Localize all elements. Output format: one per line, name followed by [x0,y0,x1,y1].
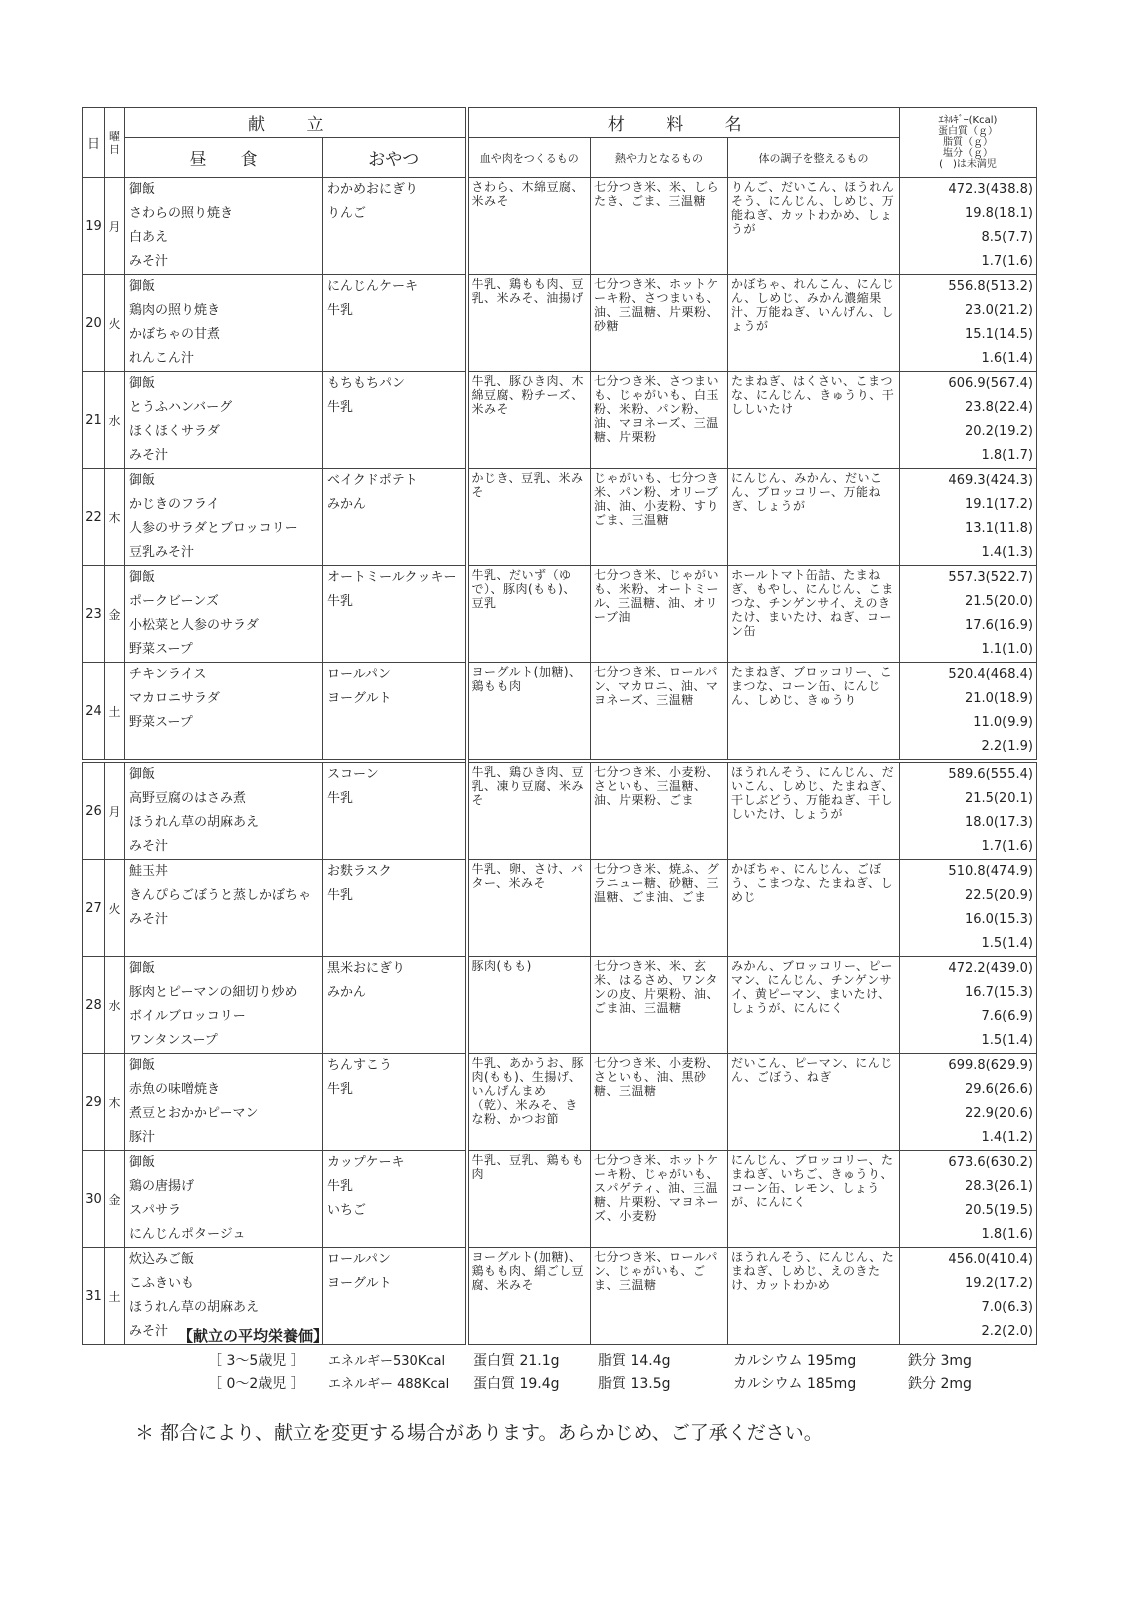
lunch-item: 御飯 [129,182,156,197]
snack-item: ちんすこう [327,1058,393,1073]
lunch-item: 御飯 [129,1155,156,1170]
lunch-item: 鶏の唐揚げ [129,1179,195,1194]
red-ingredients-cell [467,761,591,860]
nutrition-value: 8.5(7.7) [981,230,1033,245]
red-ingredients-cell [467,372,591,469]
nutrition-cell [900,469,1037,566]
yellow-ingredients-cell [591,1054,728,1151]
snack-item: みかん [327,985,367,1000]
lunch-cell [125,761,323,860]
snack-item: いちご [327,1203,367,1218]
lunch-item: 鶏肉の照り焼き [129,303,221,318]
lunch-item: チキンライス [129,667,207,682]
average-fat: 脂質 13.5g [598,1376,671,1392]
lunch-item: みそ汁 [129,1324,169,1339]
snack-item: 牛乳 [327,791,354,806]
red-ingredients: ヨーグルト(加糖)、鶏もも肉、絹ごし豆腐、米みそ [471,1250,585,1292]
weekday-cell: 土 [105,1248,125,1345]
lunch-item: ほうれん草の胡麻あえ [129,815,260,830]
nutrition-value: 13.1(11.8) [964,521,1033,536]
lunch-item: 赤魚の味噌焼き [129,1082,221,1097]
lunch-item: マカロニサラダ [129,691,220,706]
header-fat: 脂質（ｇ） [943,137,993,148]
menu-row [83,1151,1037,1248]
nutrition-value: 18.0(17.3) [964,815,1033,830]
nutrition-value: 21.0(18.9) [964,691,1033,706]
lunch-cell [125,957,323,1054]
red-ingredients-cell [467,663,591,762]
menu-row [83,663,1037,762]
green-ingredients: かぼちゃ、にんじん、ごぼう、こまつな、たまねぎ、しめじ [731,862,894,904]
yellow-ingredients-cell [591,566,728,663]
weekday-cell: 土 [105,663,125,762]
day-cell: 21 [83,372,105,469]
weekday-cell: 火 [105,275,125,372]
menu-row [83,469,1037,566]
lunch-cell [125,663,323,762]
lunch-item: かぼちゃの甘煮 [129,327,221,342]
nutrition-value: 7.6(6.9) [981,1009,1033,1024]
green-ingredients: みかん、ブロッコリー、ピーマン、にんじん、チンゲンサイ、黄ピーマン、まいたけ、しょうが、にんにく [731,959,894,1015]
snack-cell [323,469,467,566]
snack-cell [323,178,467,275]
day-cell: 28 [83,957,105,1054]
lunch-cell [125,1151,323,1248]
nutrition-value: 19.8(18.1) [964,206,1033,221]
lunch-item: 野菜スープ [129,642,193,657]
day-cell: 20 [83,275,105,372]
red-ingredients-cell [467,566,591,663]
lunch-item: ワンタンスープ [129,1033,218,1048]
nutrition-value: 22.9(20.6) [964,1106,1033,1121]
header-ingredients: 材 料 名 [467,108,900,138]
green-ingredients-cell [728,178,900,275]
average-age: ［ 3～5歳児 ］ [208,1353,305,1369]
nutrition-cell [900,372,1037,469]
red-ingredients-cell [467,860,591,957]
green-ingredients: だいこん、ピーマン、にんじん、ごぼう、ねぎ [731,1056,893,1084]
lunch-item: とうふハンバーグ [129,400,233,415]
yellow-ingredients: 七分つき米、ロールパン、じゃがいも、ごま、三温糖 [594,1250,718,1292]
lunch-cell [125,860,323,957]
weekday-cell: 木 [105,1054,125,1151]
red-ingredients: 牛乳、鶏もも肉、豆乳、米みそ、油揚げ [471,277,585,305]
nutrition-value: 23.8(22.4) [964,400,1033,415]
nutrition-value: 1.5(1.4) [981,936,1033,951]
nutrition-value: 589.6(555.4) [948,767,1033,782]
lunch-item: 豚肉とピーマンの細切り炒め [129,985,298,1000]
header-yellow: 熱や力となるもの [591,138,728,178]
nutrition-cell [900,178,1037,275]
nutrition-value: 520.4(468.4) [948,667,1033,682]
average-protein: 蛋白質 19.4g [473,1376,560,1392]
nutrition-cell [900,663,1037,762]
average-iron: 鉄分 3mg [908,1353,972,1369]
average-fat: 脂質 14.4g [598,1353,671,1369]
lunch-item: みそ汁 [129,254,169,269]
header-nutrition [900,108,1037,178]
red-ingredients: 牛乳、あかうお、豚肉(もも)、生揚げ、いんげんまめ（乾）、米みそ、きな粉、かつお節 [471,1056,585,1126]
lunch-item: 炊込みご飯 [129,1252,195,1267]
nutrition-cell [900,275,1037,372]
lunch-item: 小松菜と人参のサラダ [129,618,259,633]
snack-cell [323,957,467,1054]
weekday-cell: 金 [105,566,125,663]
day-cell: 22 [83,469,105,566]
yellow-ingredients-cell [591,1248,728,1345]
yellow-ingredients: 七分つき米、ロールパン、マカロニ、油、マヨネーズ、三温糖 [594,665,719,707]
nutrition-value: 510.8(474.9) [948,864,1033,879]
lunch-item: れんこん汁 [129,351,195,366]
green-ingredients: かぼちゃ、れんこん、にんじん、しめじ、みかん濃縮果汁、万能ねぎ、いんげん、しょうが [731,277,895,333]
day-cell: 19 [83,178,105,275]
snack-item: カップケーキ [327,1155,405,1170]
lunch-item: スパサラ [129,1203,182,1218]
yellow-ingredients: 七分つき米、さつまいも、じゃがいも、白玉粉、米粉、パン粉、油、マヨネーズ、三温糖、片栗粉 [594,374,720,444]
snack-item: 牛乳 [327,888,354,903]
green-ingredients-cell [728,663,900,762]
snack-item: みかん [327,497,367,512]
green-ingredients-cell [728,1151,900,1248]
yellow-ingredients: 七分つき米、米、玄米、はるさめ、ワンタンの皮、片栗粉、油、ごま油、三温糖 [594,959,720,1015]
lunch-item: ポークビーンズ [129,594,219,609]
snack-cell [323,663,467,762]
nutrition-value: 19.2(17.2) [964,1276,1033,1291]
snack-item: 牛乳 [327,303,354,318]
snack-cell [323,1151,467,1248]
green-ingredients-cell [728,761,900,860]
nutrition-value: 469.3(424.3) [948,473,1033,488]
lunch-item [125,932,322,956]
green-ingredients-cell [728,1054,900,1151]
nutrition-value: 673.6(630.2) [948,1155,1033,1170]
green-ingredients-cell [728,469,900,566]
snack-cell [323,761,467,860]
menu-row [83,566,1037,663]
red-ingredients: ヨーグルト(加糖)、鶏もも肉 [471,665,582,693]
yellow-ingredients: じゃがいも、七分つき米、パン粉、オリーブ油、油、小麦粉、すりごま、三温糖 [594,471,720,527]
lunch-item: ほくほくサラダ [129,424,220,439]
green-ingredients: にんじん、みかん、だいこん、ブロッコリー、万能ねぎ、しょうが [731,471,883,513]
header-menu: 献 立 [125,108,467,138]
lunch-item: 高野豆腐のはさみ煮 [129,791,247,806]
snack-item: わかめおにぎり [327,182,419,197]
green-ingredients: ホールトマト缶詰、たまねぎ、もやし、にんじん、こまつな、チンゲンサイ、えのきたけ、まいたけ、ねぎ、コーン缶 [731,568,894,638]
snack-cell [323,566,467,663]
snack-item: ヨーグルト [327,1276,392,1291]
red-ingredients-cell [467,957,591,1054]
average-protein: 蛋白質 21.1g [473,1353,560,1369]
lunch-cell [125,372,323,469]
nutrition-value: 22.5(20.9) [964,888,1033,903]
weekday-cell: 水 [105,372,125,469]
yellow-ingredients-cell [591,1151,728,1248]
weekday-cell: 火 [105,860,125,957]
green-ingredients-cell [728,275,900,372]
nutrition-value: 2.2(2.0) [981,1324,1033,1339]
day-cell: 31 [83,1248,105,1345]
lunch-item: 豚汁 [129,1130,156,1145]
nutrition-value: 1.4(1.2) [981,1130,1033,1145]
snack-cell [323,860,467,957]
nutrition-value: 20.5(19.5) [964,1203,1033,1218]
green-ingredients: ほうれんそう、にんじん、たまねぎ、しめじ、えのきたけ、カットわかめ [731,1250,895,1292]
lunch-cell [125,1054,323,1151]
menu-row [83,275,1037,372]
snack-item: ロールパン [327,1252,391,1267]
yellow-ingredients-cell [591,275,728,372]
nutrition-value: 19.1(17.2) [964,497,1033,512]
lunch-item: 御飯 [129,279,156,294]
green-ingredients-cell [728,1248,900,1345]
menu-row [83,178,1037,275]
lunch-item: 御飯 [129,473,156,488]
menu-row [83,957,1037,1054]
nutrition-value: 11.0(9.9) [973,715,1033,730]
change-notice: ＊ 都合により、献立を変更する場合があります。あらかじめ、ご了承ください。 [135,1422,823,1444]
yellow-ingredients: 七分つき米、ホットケーキ粉、じゃがいも、スパゲティ、油、三温糖、片栗粉、マヨネーズ、小麦粉 [594,1153,720,1223]
green-ingredients: たまねぎ、ブロッコリー、こまつな、コーン缶、にんじん、しめじ、きゅうり [731,665,893,707]
nutrition-value: 1.8(1.6) [981,1227,1033,1242]
weekday-cell: 月 [105,178,125,275]
red-ingredients: さわら、木綿豆腐、米みそ [471,180,585,208]
red-ingredients: 牛乳、鶏ひき肉、豆乳、凍り豆腐、米みそ [471,765,585,807]
weekday-cell: 金 [105,1151,125,1248]
menu-row [83,860,1037,957]
lunch-item: 煮豆とおかかピーマン [129,1106,259,1121]
day-cell: 29 [83,1054,105,1151]
lunch-item: 御飯 [129,961,156,976]
lunch-item: みそ汁 [129,839,169,854]
nutrition-value: 2.2(1.9) [981,739,1033,754]
lunch-cell [125,178,323,275]
average-calcium: カルシウム 195mg [733,1353,857,1369]
header-weekday: 曜日 [105,108,125,178]
nutrition-value: 1.8(1.7) [981,448,1033,463]
yellow-ingredients-cell [591,957,728,1054]
nutrition-cell [900,957,1037,1054]
lunch-item: きんぴらごぼうと蒸しかぼちゃ [129,888,312,903]
nutrition-value: 7.0(6.3) [981,1300,1033,1315]
snack-cell [323,1054,467,1151]
yellow-ingredients-cell [591,761,728,860]
snack-item: ヨーグルト [327,691,392,706]
average-age: ［ 0～2歳児 ］ [208,1376,305,1392]
red-ingredients: 豚肉(もも) [471,959,532,973]
snack-item: 牛乳 [327,400,354,415]
yellow-ingredients: 七分つき米、小麦粉、さといも、三温糖、油、片栗粉、ごま [594,765,720,807]
red-ingredients: 牛乳、豆乳、鶏もも肉 [471,1153,585,1181]
lunch-item: ボイルブロッコリー [129,1009,246,1024]
nutrition-value: 456.0(410.4) [948,1252,1033,1267]
nutrition-value: 15.1(14.5) [964,327,1033,342]
snack-item: お麩ラスク [327,864,392,879]
nutrition-value: 606.9(567.4) [948,376,1033,391]
nutrition-value: 16.7(15.3) [964,985,1033,1000]
lunch-item: 白あえ [129,230,169,245]
green-ingredients-cell [728,860,900,957]
snack-item: スコーン [327,767,379,782]
snack-item: 牛乳 [327,1179,354,1194]
lunch-item [125,735,322,759]
snack-cell [323,275,467,372]
lunch-item: 豆乳みそ汁 [129,545,195,560]
nutrition-value: 556.8(513.2) [948,279,1033,294]
nutrition-value: 1.7(1.6) [981,254,1033,269]
lunch-item: にんじんポタージュ [129,1227,246,1242]
snack-item: ロールパン [327,667,391,682]
nutrition-value: 21.5(20.1) [964,791,1033,806]
lunch-item: さわらの照り焼き [129,206,234,221]
day-cell: 26 [83,761,105,860]
menu-row [83,1054,1037,1151]
nutrition-value: 1.7(1.6) [981,839,1033,854]
lunch-item: みそ汁 [129,912,169,927]
red-ingredients-cell [467,1151,591,1248]
lunch-cell [125,469,323,566]
nutrition-value: 16.0(15.3) [964,912,1033,927]
green-ingredients: たまねぎ、はくさい、こまつな、にんじん、きゅうり、干ししいたけ [731,374,895,416]
header-red: 血や肉をつくるもの [467,138,591,178]
red-ingredients: かじき、豆乳、米みそ [471,471,584,499]
nutrition-value: 699.8(629.9) [948,1058,1033,1073]
yellow-ingredients-cell [591,372,728,469]
menu-rows [83,178,1037,1345]
weekday-cell: 木 [105,469,125,566]
lunch-cell [125,566,323,663]
snack-item: ベイクドポテト [327,473,418,488]
nutrition-value: 17.6(16.9) [964,618,1033,633]
green-ingredients: にんじん、ブロッコリー、たまねぎ、いちご、きゅうり、コーン缶、レモン、しょうが、にんにく [731,1153,894,1209]
header-salt: 塩分（ｇ） [943,148,993,159]
nutrition-value: 557.3(522.7) [948,570,1033,585]
lunch-item: 鮭玉丼 [129,864,169,879]
snack-item: オートミールクッキー [327,570,457,585]
yellow-ingredients-cell [591,469,728,566]
red-ingredients-cell [467,469,591,566]
header-protein: 蛋白質（ｇ） [938,126,998,137]
snack-item: りんご [327,206,367,221]
day-cell: 23 [83,566,105,663]
snack-item: 黒米おにぎり [327,961,406,976]
average-calcium: カルシウム 185mg [733,1376,857,1392]
menu-row [83,372,1037,469]
red-ingredients-cell [467,1248,591,1345]
lunch-item: 御飯 [129,1058,156,1073]
nutrition-value: 21.5(20.0) [964,594,1033,609]
header-energy: ｴﾈﾙｷﾞｰ(Kcal) [938,115,998,126]
average-iron: 鉄分 2mg [908,1376,972,1392]
nutrition-value: 1.1(1.0) [981,642,1033,657]
snack-cell [323,372,467,469]
nutrition-cell [900,1151,1037,1248]
nutrition-cell [900,761,1037,860]
lunch-item: 人参のサラダとブロッコリー [129,521,298,536]
red-ingredients-cell [467,178,591,275]
lunch-item: 御飯 [129,376,156,391]
green-ingredients: りんご、だいこん、ほうれんそう、にんじん、しめじ、万能ねぎ、カットわかめ、しょうが [731,180,895,236]
lunch-item: 御飯 [129,767,156,782]
yellow-ingredients: 七分つき米、焼ふ、グラニュー糖、砂糖、三温糖、ごま油、ごま [594,862,720,904]
green-ingredients-cell [728,372,900,469]
header-note: ( )は未満児 [939,159,997,170]
yellow-ingredients-cell [591,860,728,957]
average-energy: エネルギー530Kcal [328,1354,446,1369]
snack-item: もちもちパン [327,376,406,391]
yellow-ingredients: 七分つき米、小麦粉、さといも、油、黒砂糖、三温糖 [594,1056,720,1098]
snack-item: にんじんケーキ [327,279,419,294]
day-cell: 24 [83,663,105,762]
weekday-cell: 月 [105,761,125,860]
snack-item: 牛乳 [327,1082,354,1097]
day-cell: 30 [83,1151,105,1248]
green-ingredients: ほうれんそう、にんじん、だいこん、しめじ、たまねぎ、干しぶどう、万能ねぎ、干ししいたけ、しょうが [731,765,895,821]
menu-row [83,761,1037,860]
nutrition-cell [900,860,1037,957]
weekday-cell: 水 [105,957,125,1054]
yellow-ingredients-cell [591,178,728,275]
red-ingredients: 牛乳、卵、さけ、バター、米みそ [471,862,584,890]
green-ingredients-cell [728,957,900,1054]
nutrition-value: 472.3(438.8) [948,182,1033,197]
red-ingredients-cell [467,1054,591,1151]
nutrition-value: 472.2(439.0) [948,961,1033,976]
nutrition-value: 20.2(19.2) [964,424,1033,439]
snack-item: 牛乳 [327,594,354,609]
green-ingredients-cell [728,566,900,663]
red-ingredients: 牛乳、だいず（ゆで）、豚肉(もも)、豆乳 [471,568,576,610]
red-ingredients-cell [467,275,591,372]
nutrition-value: 1.4(1.3) [981,545,1033,560]
nutrition-value: 1.6(1.4) [981,351,1033,366]
nutrition-cell [900,566,1037,663]
yellow-ingredients: 七分つき米、ホットケーキ粉、さつまいも、油、三温糖、片栗粉、砂糖 [594,277,720,333]
lunch-cell [125,275,323,372]
lunch-item: 御飯 [129,570,156,585]
header-snack: おやつ [323,138,467,178]
lunch-item: ほうれん草の胡麻あえ [129,1300,260,1315]
header-green: 体の調子を整えるもの [728,138,900,178]
header-day: 日 [83,108,105,178]
nutrition-value: 23.0(21.2) [964,303,1033,318]
nutrition-cell [900,1248,1037,1345]
red-ingredients: 牛乳、豚ひき肉、木綿豆腐、粉チーズ、米みそ [471,374,585,416]
nutrition-value: 29.6(26.6) [964,1082,1033,1097]
header-lunch: 昼 食 [125,138,323,178]
snack-cell [323,1248,467,1345]
lunch-item: こふきいも [129,1276,195,1291]
lunch-item: 野菜スープ [129,715,193,730]
day-cell: 27 [83,860,105,957]
average-energy: エネルギー 488Kcal [328,1377,450,1392]
nutrition-cell [900,1054,1037,1151]
lunch-item: みそ汁 [129,448,169,463]
nutrition-value: 1.5(1.4) [981,1033,1033,1048]
yellow-ingredients-cell [591,663,728,762]
average-title: 【献立の平均栄養価】 [178,1327,329,1345]
lunch-item: かじきのフライ [129,497,220,512]
yellow-ingredients: 七分つき米、米、しらたき、ごま、三温糖 [594,180,720,208]
yellow-ingredients: 七分つき米、じゃがいも、米粉、オートミール、三温糖、油、オリーブ油 [594,568,720,624]
menu-table [82,107,1037,1345]
nutrition-value: 28.3(26.1) [964,1179,1033,1194]
